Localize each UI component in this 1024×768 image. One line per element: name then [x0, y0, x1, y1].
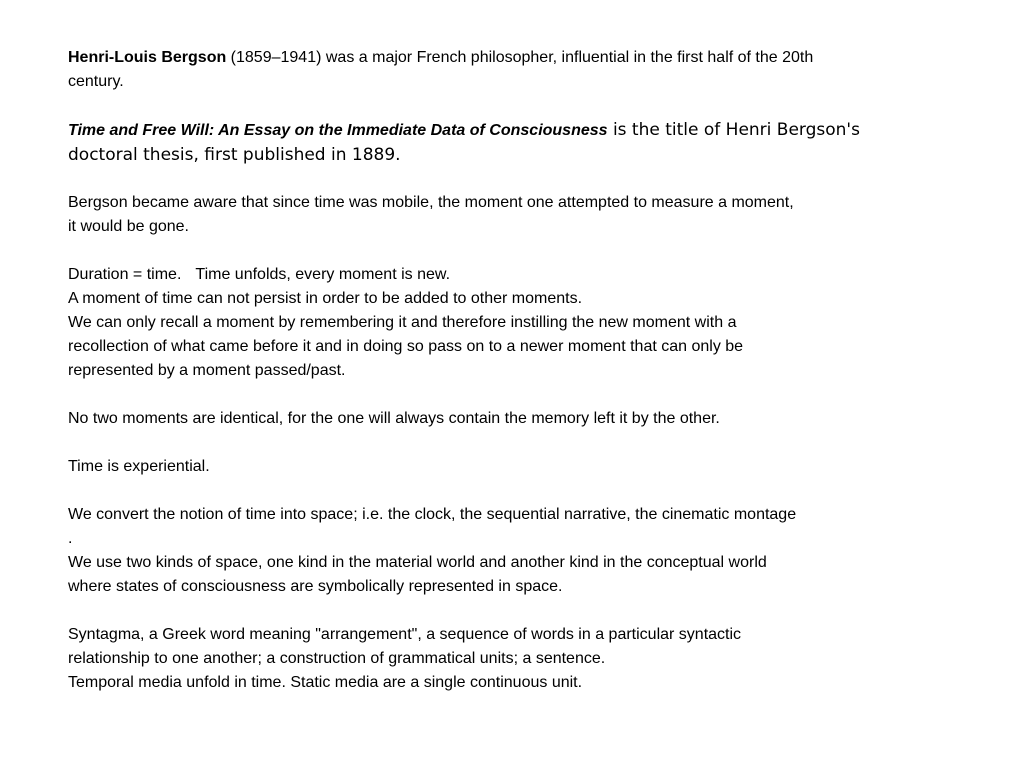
- paragraph-thesis: [68, 118, 928, 167]
- line: [68, 46, 928, 70]
- line: doctoral thesis, first published in 1889.: [68, 145, 401, 165]
- line: Bergson became aware that since time was mobile, the moment one attempted to measure a moment,: [68, 194, 794, 211]
- line: recollection of what came before it and in doing so pass on to a newer moment that can only be: [68, 338, 744, 355]
- line: [68, 118, 928, 143]
- line: century.: [68, 73, 124, 90]
- line: [68, 263, 928, 287]
- bergson-name: Henri-Louis Bergson: [68, 49, 227, 66]
- line: No two moments are identical, for the one will always contain the memory left it by the other.: [68, 410, 720, 427]
- paragraph-no-two-moments: [68, 407, 928, 431]
- text: Duration = time.: [68, 266, 182, 283]
- line: .: [68, 530, 73, 547]
- paragraph-bergson-intro: [68, 46, 928, 94]
- slide-body: [68, 46, 928, 695]
- line: We can only recall a moment by remembering it and therefore instilling the new moment with a: [68, 314, 737, 331]
- text: is the title of Henri Bergson's: [607, 120, 860, 140]
- paragraph-syntagma: [68, 623, 928, 695]
- paragraph-time-mobile: [68, 191, 928, 239]
- text: (1859–1941) was a major French philosopher, influential in the first half of the 20th: [226, 49, 814, 66]
- line: Temporal media unfold in time. Static media are a single continuous unit.: [68, 674, 583, 691]
- paragraph-space: [68, 503, 928, 599]
- line: We use two kinds of space, one kind in the material world and another kind in the conceptual world: [68, 554, 767, 571]
- line: where states of consciousness are symbolically represented in space.: [68, 578, 563, 595]
- thesis-title: Time and Free Will: An Essay on the Immediate Data of Consciousness: [68, 122, 608, 139]
- paragraph-duration: [68, 263, 928, 383]
- line: it would be gone.: [68, 218, 189, 235]
- line: represented by a moment passed/past.: [68, 362, 346, 379]
- line: We convert the notion of time into space; i.e. the clock, the sequential narrative, the cinematic montage: [68, 506, 797, 523]
- text: Time unfolds, every moment is new.: [195, 266, 451, 283]
- line: Time is experiential.: [68, 458, 210, 475]
- line: Syntagma, a Greek word meaning "arrangement", a sequence of words in a particular syntactic: [68, 626, 742, 643]
- line: A moment of time can not persist in order to be added to other moments.: [68, 290, 583, 307]
- paragraph-experiential: [68, 455, 928, 479]
- line: relationship to one another; a construction of grammatical units; a sentence.: [68, 650, 606, 667]
